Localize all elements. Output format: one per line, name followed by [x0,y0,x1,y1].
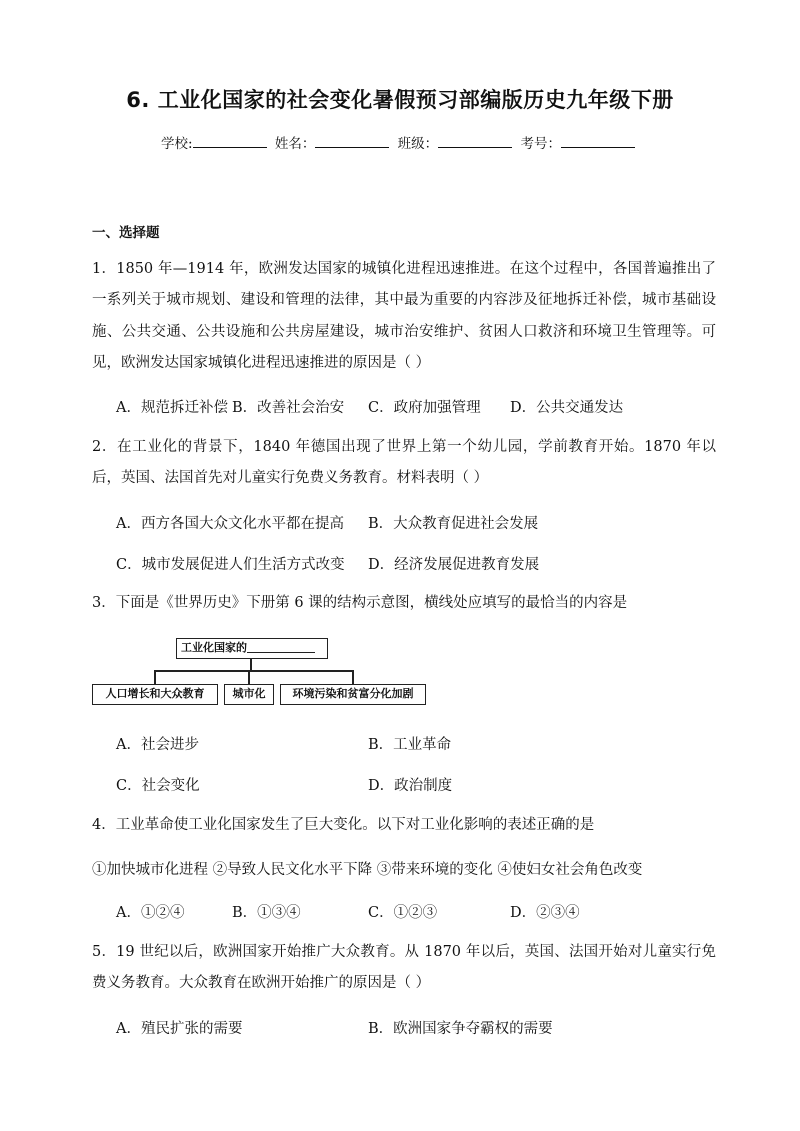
page-title: 6. 工业化国家的社会变化暑假预习部编版历史九年级下册 [126,88,674,112]
diagram-connector-left [154,670,156,684]
question-4-option-b[interactable]: B．①③④ [232,905,301,921]
question-5-option-b[interactable]: B．欧洲国家争夺霸权的需要 [368,1021,553,1037]
question-4-statements: ①加快城市化进程 ②导致人民文化水平下降 ③带来环境的变化 ④使妇女社会角色改变 [92,862,643,878]
diagram-box-population-education: 人口增长和大众教育 [92,684,218,705]
question-2-stem: 2．在工业化的背景下，1840 年德国出现了世界上第一个幼儿园，学前教育开始。1870 年以后，英国、法国首先对儿童实行免费义务教育。材料表明（ ） [92,439,716,487]
name-blank[interactable] [315,135,389,148]
question-2-option-a[interactable]: A．西方各国大众文化水平都在提高 [116,516,344,532]
question-3-option-b[interactable]: B．工业革命 [368,737,452,753]
question-2-option-c[interactable]: C．城市发展促进人们生活方式改变 [116,557,345,573]
class-label: 班级： [397,136,439,152]
diagram-top-box [176,638,328,659]
school-blank[interactable] [193,135,267,148]
school-label: 学校: [161,136,193,152]
question-2-option-b[interactable]: B．大众教育促进社会发展 [368,516,539,532]
student-info-line [0,132,800,152]
question-1-option-c[interactable]: C．政府加强管理 [368,400,481,416]
class-blank[interactable] [438,135,512,148]
question-4-option-c[interactable]: C．①②③ [368,905,438,921]
question-1-option-a[interactable]: A．规范拆迁补偿 [116,400,228,416]
diagram-top-label: 工业化国家的 [181,641,247,654]
question-3-option-d[interactable]: D．政治制度 [368,778,453,794]
question-1-option-b[interactable]: B．改善社会治安 [232,400,345,416]
question-2-option-d[interactable]: D．经济发展促进教育发展 [368,557,540,573]
exam-number-label: 考号： [520,136,561,152]
question-1-stem: 1．1850 年—1914 年，欧洲发达国家的城镇化进程迅速推进。在这个过程中，各国普遍推出了一系列关于城市规划、建设和管理的法律，其中最为重要的内容涉及征地拆迁补偿，城市基础设施、公共交通、公共设施和公共房屋建设，城市治安维护、贫困人口救济和环境卫生管理等。可见，欧洲发达国家城镇化进程迅速推进的原因是（ ） [92,261,716,371]
diagram-answer-blank [247,639,315,653]
exam-number-blank[interactable] [561,135,635,148]
question-3-option-c[interactable]: C．社会变化 [116,778,200,794]
question-4-option-d[interactable]: D．②③④ [510,905,580,921]
question-1-option-d[interactable]: D．公共交通发达 [510,400,624,416]
section-heading: 一、选择题 [92,225,160,241]
structure-diagram [92,636,432,706]
question-3-option-a[interactable]: A．社会进步 [116,737,199,753]
question-3-stem: 3．下面是《世界历史》下册第 6 课的结构示意图，横线处应填写的最恰当的内容是 [92,595,628,611]
diagram-connector-horizontal [154,670,352,672]
question-4-option-a[interactable]: A．①②④ [116,905,185,921]
question-5-stem: 5．19 世纪以后，欧洲国家开始推广大众教育。从 1870 年以后，英国、法国开始对儿童实行免费义务教育。大众教育在欧洲开始推广的原因是（ ） [92,944,716,992]
question-5-option-a[interactable]: A．殖民扩张的需要 [116,1021,243,1037]
diagram-box-urbanization: 城市化 [224,684,274,705]
name-label: 姓名： [274,136,316,152]
diagram-connector-right [352,670,354,684]
diagram-box-pollution-inequality: 环境污染和贫富分化加剧 [280,684,426,705]
diagram-connector-middle [248,670,250,684]
question-4-stem: 4．工业革命使工业化国家发生了巨大变化。以下对工业化影响的表述正确的是 [92,817,595,833]
